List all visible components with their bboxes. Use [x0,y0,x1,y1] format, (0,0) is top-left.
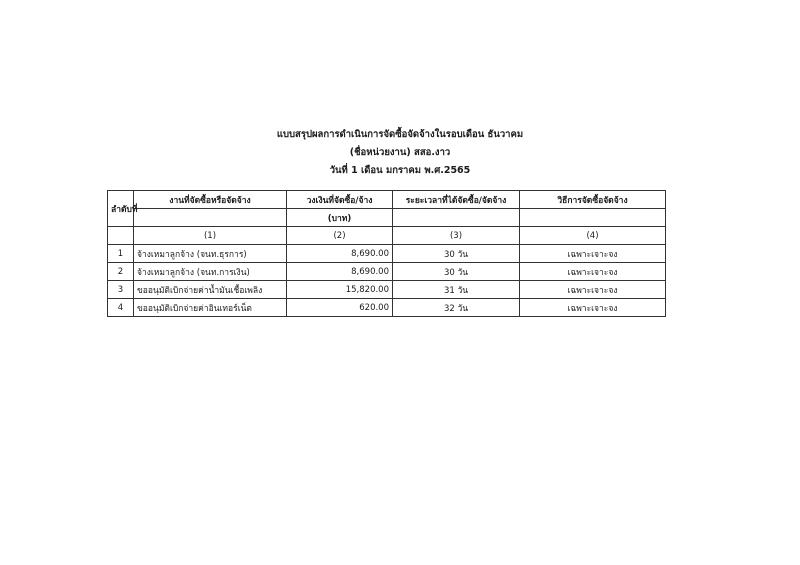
row-no: 1 [108,245,134,263]
row-period: 30 วัน [393,245,520,263]
row-task: ขออนุมัติเบิกจ่ายค่าอินเทอร์เน็ต [134,299,287,317]
header-no: ลำดับที่ [108,191,134,227]
row-no: 2 [108,263,134,281]
column-number: (1) [134,227,287,245]
table-row [108,263,666,281]
row-method: เฉพาะเจาะจง [520,263,666,281]
row-task: จ้างเหมาลูกจ้าง (จนท.การเงิน) [134,263,287,281]
agency-name: (ชื่อหน่วยงาน) สสอ.งาว [349,147,451,158]
table-row [108,245,666,263]
row-budget: 8,690.00 [287,263,393,281]
header-budget: วงเงินที่จัดซื้อ/จ้าง [287,191,393,209]
table-row [108,281,666,299]
column-number: (3) [393,227,520,245]
row-budget: 8,690.00 [287,245,393,263]
row-method: เฉพาะเจาะจง [520,299,666,317]
column-number: (4) [520,227,666,245]
column-number: (2) [287,227,393,245]
row-task: ขออนุมัติเบิกจ่ายค่าน้ำมันเชื้อเพลิง [134,281,287,299]
row-period: 30 วัน [393,263,520,281]
table-header-row [108,191,666,209]
row-period: 31 วัน [393,281,520,299]
table-header-subrow [108,209,666,227]
table-row [108,299,666,317]
report-title: แบบสรุปผลการดำเนินการจัดซื้อจัดจ้างในรอบเดือน ธันวาคม [276,129,524,140]
row-budget: 620.00 [287,299,393,317]
header-task: งานที่จัดซื้อหรือจัดจ้าง [134,191,287,209]
header-period: ระยะเวลาที่ได้จัดซื้อ/จัดจ้าง [393,191,520,209]
column-number-row [108,227,666,245]
row-period: 32 วัน [393,299,520,317]
procurement-summary-table [107,190,666,317]
report-date: วันที่ 1 เดือน มกราคม พ.ศ.2565 [329,165,471,176]
row-method: เฉพาะเจาะจง [520,245,666,263]
row-task: จ้างเหมาลูกจ้าง (จนท.ธุรการ) [134,245,287,263]
row-no: 4 [108,299,134,317]
header-method: วิธีการจัดซื้อจัดจ้าง [520,191,666,209]
row-method: เฉพาะเจาะจง [520,281,666,299]
header-budget-unit: (บาท) [287,209,393,227]
row-budget: 15,820.00 [287,281,393,299]
row-no: 3 [108,281,134,299]
